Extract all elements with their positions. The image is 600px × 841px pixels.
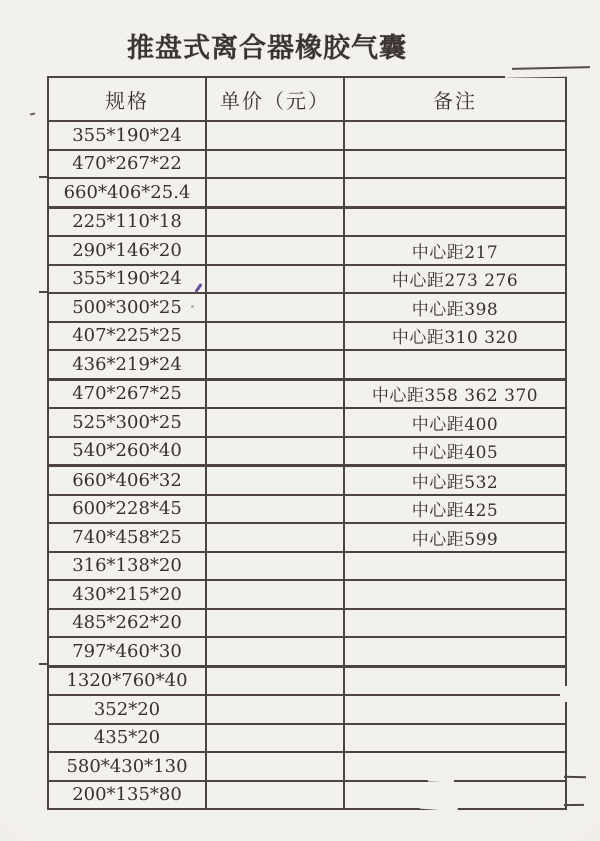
- price-cell: [206, 752, 344, 781]
- price-cell: [206, 695, 344, 724]
- price-cell: [206, 637, 344, 666]
- price-cell: [206, 350, 344, 379]
- note-cell: [344, 350, 566, 379]
- spec-cell: 436*219*24: [48, 350, 206, 379]
- table-row: [48, 379, 566, 408]
- spec-cell: 430*215*20: [48, 580, 206, 609]
- column-header-note: 备注: [344, 77, 566, 121]
- table-row: [48, 552, 566, 581]
- note-cell: 中心距310 320: [344, 322, 566, 351]
- table-row: [48, 752, 566, 781]
- price-cell: [206, 293, 344, 322]
- spec-cell: 470*267*25: [48, 379, 206, 408]
- note-cell: 中心距358 362 370: [344, 379, 566, 408]
- note-cell: [344, 666, 566, 695]
- note-cell: 中心距405: [344, 437, 566, 466]
- note-cell: [344, 752, 566, 781]
- table-row: [48, 781, 566, 810]
- price-cell: [206, 408, 344, 437]
- spec-cell: 200*135*80: [48, 781, 206, 810]
- spec-price-table: [47, 76, 567, 810]
- price-cell: [206, 437, 344, 466]
- scan-artifact-right-border-gap: [560, 686, 570, 702]
- note-cell: 中心距599: [344, 523, 566, 552]
- spec-cell: 352*20: [48, 695, 206, 724]
- spec-table-body: [48, 121, 566, 809]
- price-cell: [206, 121, 344, 150]
- note-cell: [344, 695, 566, 724]
- price-cell: [206, 781, 344, 810]
- table-row: [48, 495, 566, 524]
- price-cell: [206, 466, 344, 495]
- table-row: [48, 724, 566, 753]
- table-row: [48, 207, 566, 236]
- table-row: [48, 322, 566, 351]
- spec-cell: 435*20: [48, 724, 206, 753]
- page-title: 推盘式离合器橡胶气囊: [127, 33, 407, 64]
- spec-cell: 290*146*20: [48, 236, 206, 265]
- note-cell: [344, 552, 566, 581]
- note-cell: [344, 609, 566, 638]
- note-cell: [344, 637, 566, 666]
- spec-cell: 500*300*25: [48, 293, 206, 322]
- spec-cell: 797*460*30: [48, 637, 206, 666]
- spec-cell: 660*406*25.4: [48, 178, 206, 207]
- price-cell: [206, 724, 344, 753]
- scan-artifact-row-line-gap: [428, 775, 454, 783]
- table-row: [48, 523, 566, 552]
- table-row: [48, 695, 566, 724]
- scan-speck-2: [191, 305, 194, 308]
- column-header-price: 单价（元）: [206, 77, 344, 121]
- table-row: [48, 350, 566, 379]
- scan-artifact-line-overrun-right-1: [564, 776, 586, 778]
- note-cell: [344, 580, 566, 609]
- price-cell: [206, 150, 344, 179]
- table-row: [48, 466, 566, 495]
- note-cell: 中心距425: [344, 495, 566, 524]
- spec-cell: 740*458*25: [48, 523, 206, 552]
- scan-artifact-line-overrun-left-2: [39, 291, 48, 293]
- table-row: [48, 178, 566, 207]
- price-cell: [206, 666, 344, 695]
- table-row: [48, 580, 566, 609]
- note-cell: [344, 150, 566, 179]
- price-cell: [206, 379, 344, 408]
- price-cell: [206, 523, 344, 552]
- price-cell: [206, 236, 344, 265]
- price-cell: [206, 552, 344, 581]
- spec-cell: 1320*760*40: [48, 666, 206, 695]
- table-row: [48, 150, 566, 179]
- column-header-spec: 规格: [48, 77, 206, 121]
- note-cell: [344, 207, 566, 236]
- spec-cell: 660*406*32: [48, 466, 206, 495]
- spec-cell: 355*190*24: [48, 265, 206, 294]
- price-cell: [206, 207, 344, 236]
- note-cell: 中心距217: [344, 236, 566, 265]
- price-cell: [206, 580, 344, 609]
- note-cell: 中心距273 276: [344, 265, 566, 294]
- note-cell: [344, 121, 566, 150]
- note-cell: 中心距532: [344, 466, 566, 495]
- note-cell: 中心距400: [344, 408, 566, 437]
- table-row: [48, 236, 566, 265]
- table-row: [48, 408, 566, 437]
- price-cell: [206, 609, 344, 638]
- price-cell: [206, 322, 344, 351]
- table-header-row: [48, 77, 566, 121]
- table-row: [48, 437, 566, 466]
- scan-artifact-line-overrun-right-2: [564, 804, 584, 806]
- spec-cell: 485*262*20: [48, 609, 206, 638]
- scan-artifact-line-overrun-left-3: [39, 663, 48, 665]
- spec-cell: 525*300*25: [48, 408, 206, 437]
- spec-cell: 470*267*22: [48, 150, 206, 179]
- table-row: [48, 265, 566, 294]
- table-row: [48, 637, 566, 666]
- price-cell: [206, 178, 344, 207]
- note-cell: 中心距398: [344, 293, 566, 322]
- spec-cell: 540*260*40: [48, 437, 206, 466]
- note-cell: [344, 178, 566, 207]
- table-row: [48, 121, 566, 150]
- table-row: [48, 293, 566, 322]
- spec-cell: 225*110*18: [48, 207, 206, 236]
- spec-cell: 355*190*24: [48, 121, 206, 150]
- spec-cell: 600*228*45: [48, 495, 206, 524]
- price-cell: [206, 495, 344, 524]
- spec-cell: 580*430*130: [48, 752, 206, 781]
- price-cell: [206, 265, 344, 294]
- table-row: [48, 666, 566, 695]
- spec-cell: 316*138*20: [48, 552, 206, 581]
- note-cell: [344, 724, 566, 753]
- spec-cell: 407*225*25: [48, 322, 206, 351]
- table-row: [48, 609, 566, 638]
- scan-artifact-line-overrun-left-1: [39, 176, 48, 178]
